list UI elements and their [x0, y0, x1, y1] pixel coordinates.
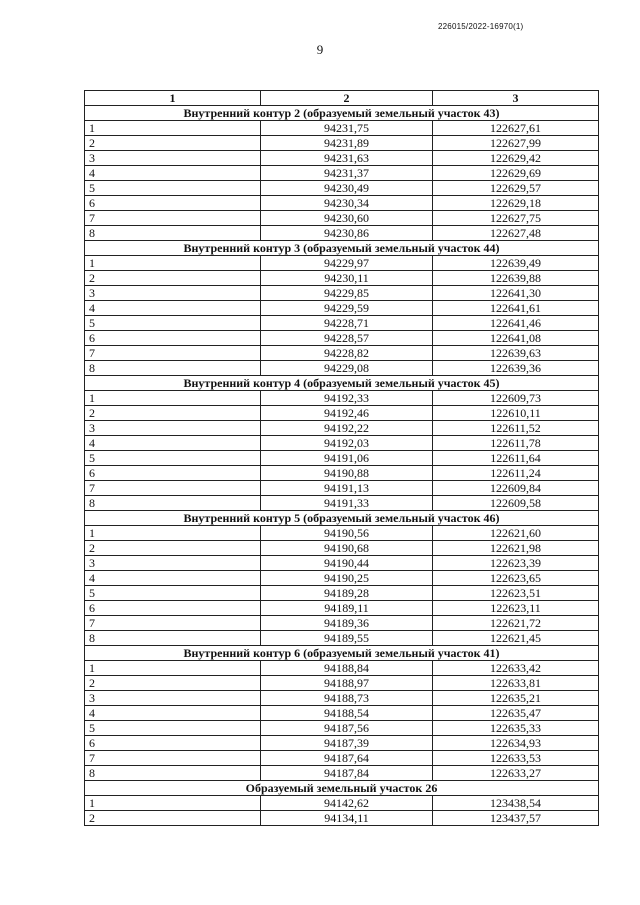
y-coordinate: 122635,21	[433, 691, 599, 706]
table-row	[85, 361, 599, 376]
y-coordinate: 122635,47	[433, 706, 599, 721]
y-coordinate: 122635,33	[433, 721, 599, 736]
y-coordinate: 122627,61	[433, 121, 599, 136]
x-coordinate: 94134,11	[261, 811, 433, 826]
y-coordinate: 122633,42	[433, 661, 599, 676]
y-coordinate: 122641,08	[433, 331, 599, 346]
table-row	[85, 181, 599, 196]
x-coordinate: 94230,49	[261, 181, 433, 196]
point-number: 7	[85, 616, 261, 631]
table-row	[85, 751, 599, 766]
point-number: 4	[85, 571, 261, 586]
x-coordinate: 94229,08	[261, 361, 433, 376]
y-coordinate: 122627,75	[433, 211, 599, 226]
point-number: 3	[85, 691, 261, 706]
y-coordinate: 122623,11	[433, 601, 599, 616]
x-coordinate: 94187,64	[261, 751, 433, 766]
x-coordinate: 94188,73	[261, 691, 433, 706]
x-coordinate: 94230,11	[261, 271, 433, 286]
coordinates-table	[84, 90, 599, 826]
x-coordinate: 94192,22	[261, 421, 433, 436]
x-coordinate: 94191,06	[261, 451, 433, 466]
table-row	[85, 616, 599, 631]
x-coordinate: 94231,63	[261, 151, 433, 166]
point-number: 5	[85, 181, 261, 196]
point-number: 3	[85, 151, 261, 166]
point-number: 1	[85, 391, 261, 406]
y-coordinate: 122621,45	[433, 631, 599, 646]
y-coordinate: 122629,69	[433, 166, 599, 181]
y-coordinate: 122621,72	[433, 616, 599, 631]
x-coordinate: 94229,97	[261, 256, 433, 271]
point-number: 7	[85, 751, 261, 766]
table-row	[85, 661, 599, 676]
point-number: 1	[85, 256, 261, 271]
point-number: 6	[85, 331, 261, 346]
table-row	[85, 286, 599, 301]
table-row	[85, 301, 599, 316]
x-coordinate: 94189,11	[261, 601, 433, 616]
table-row	[85, 121, 599, 136]
point-number: 6	[85, 601, 261, 616]
x-coordinate: 94190,56	[261, 526, 433, 541]
x-coordinate: 94190,88	[261, 466, 433, 481]
table-header-row	[85, 91, 599, 106]
table-row	[85, 166, 599, 181]
header-cell: 2	[261, 91, 433, 106]
point-number: 4	[85, 436, 261, 451]
y-coordinate: 122641,46	[433, 316, 599, 331]
table-row	[85, 811, 599, 826]
point-number: 7	[85, 346, 261, 361]
table-row	[85, 151, 599, 166]
table-row	[85, 631, 599, 646]
y-coordinate: 122633,53	[433, 751, 599, 766]
table-row	[85, 481, 599, 496]
x-coordinate: 94228,57	[261, 331, 433, 346]
x-coordinate: 94187,39	[261, 736, 433, 751]
point-number: 6	[85, 736, 261, 751]
x-coordinate: 94191,33	[261, 496, 433, 511]
point-number: 3	[85, 556, 261, 571]
point-number: 4	[85, 301, 261, 316]
section-header-row	[85, 241, 599, 256]
x-coordinate: 94189,36	[261, 616, 433, 631]
section-header-row	[85, 376, 599, 391]
section-header-row	[85, 511, 599, 526]
table-row	[85, 796, 599, 811]
table-row	[85, 196, 599, 211]
x-coordinate: 94231,89	[261, 136, 433, 151]
y-coordinate: 122621,60	[433, 526, 599, 541]
section-header-row	[85, 646, 599, 661]
x-coordinate: 94189,55	[261, 631, 433, 646]
x-coordinate: 94190,68	[261, 541, 433, 556]
table-row	[85, 496, 599, 511]
section-title: Образуемый земельный участок 26	[85, 781, 599, 796]
table-row	[85, 226, 599, 241]
table-row	[85, 421, 599, 436]
section-title: Внутренний контур 5 (образуемый земельный участок 46)	[85, 511, 599, 526]
y-coordinate: 122634,93	[433, 736, 599, 751]
x-coordinate: 94191,13	[261, 481, 433, 496]
y-coordinate: 122627,48	[433, 226, 599, 241]
point-number: 2	[85, 811, 261, 826]
y-coordinate: 123437,57	[433, 811, 599, 826]
y-coordinate: 122641,61	[433, 301, 599, 316]
point-number: 5	[85, 586, 261, 601]
table-row	[85, 676, 599, 691]
x-coordinate: 94228,82	[261, 346, 433, 361]
point-number: 3	[85, 286, 261, 301]
table-row	[85, 571, 599, 586]
table-row	[85, 556, 599, 571]
x-coordinate: 94229,59	[261, 301, 433, 316]
point-number: 1	[85, 121, 261, 136]
point-number: 1	[85, 661, 261, 676]
x-coordinate: 94187,84	[261, 766, 433, 781]
y-coordinate: 122611,24	[433, 466, 599, 481]
header-cell: 1	[85, 91, 261, 106]
x-coordinate: 94142,62	[261, 796, 433, 811]
point-number: 2	[85, 676, 261, 691]
y-coordinate: 122629,18	[433, 196, 599, 211]
y-coordinate: 122639,36	[433, 361, 599, 376]
y-coordinate: 122639,49	[433, 256, 599, 271]
x-coordinate: 94192,03	[261, 436, 433, 451]
section-title: Внутренний контур 3 (образуемый земельный участок 44)	[85, 241, 599, 256]
table-row	[85, 256, 599, 271]
y-coordinate: 122611,52	[433, 421, 599, 436]
x-coordinate: 94188,54	[261, 706, 433, 721]
x-coordinate: 94190,44	[261, 556, 433, 571]
x-coordinate: 94190,25	[261, 571, 433, 586]
point-number: 6	[85, 466, 261, 481]
y-coordinate: 122629,57	[433, 181, 599, 196]
point-number: 7	[85, 211, 261, 226]
table-row	[85, 436, 599, 451]
table-row	[85, 406, 599, 421]
y-coordinate: 122623,65	[433, 571, 599, 586]
y-coordinate: 122639,88	[433, 271, 599, 286]
y-coordinate: 122609,58	[433, 496, 599, 511]
document-id: 226015/2022-16970(1)	[438, 22, 524, 31]
y-coordinate: 123438,54	[433, 796, 599, 811]
x-coordinate: 94187,56	[261, 721, 433, 736]
point-number: 5	[85, 451, 261, 466]
y-coordinate: 122609,84	[433, 481, 599, 496]
x-coordinate: 94189,28	[261, 586, 433, 601]
y-coordinate: 122641,30	[433, 286, 599, 301]
point-number: 3	[85, 421, 261, 436]
section-title: Внутренний контур 4 (образуемый земельный участок 45)	[85, 376, 599, 391]
point-number: 7	[85, 481, 261, 496]
table-row	[85, 526, 599, 541]
table-row	[85, 271, 599, 286]
table-row	[85, 601, 599, 616]
table-row	[85, 691, 599, 706]
point-number: 1	[85, 796, 261, 811]
y-coordinate: 122639,63	[433, 346, 599, 361]
point-number: 8	[85, 631, 261, 646]
x-coordinate: 94230,86	[261, 226, 433, 241]
table-row	[85, 766, 599, 781]
y-coordinate: 122627,99	[433, 136, 599, 151]
point-number: 8	[85, 496, 261, 511]
x-coordinate: 94192,33	[261, 391, 433, 406]
y-coordinate: 122611,78	[433, 436, 599, 451]
section-header-row	[85, 106, 599, 121]
table-row	[85, 136, 599, 151]
point-number: 6	[85, 196, 261, 211]
point-number: 5	[85, 316, 261, 331]
y-coordinate: 122621,98	[433, 541, 599, 556]
point-number: 4	[85, 166, 261, 181]
x-coordinate: 94230,60	[261, 211, 433, 226]
y-coordinate: 122623,39	[433, 556, 599, 571]
page-number: 9	[316, 42, 324, 57]
x-coordinate: 94188,97	[261, 676, 433, 691]
section-header-row	[85, 781, 599, 796]
section-title: Внутренний контур 6 (образуемый земельный участок 41)	[85, 646, 599, 661]
table-row	[85, 211, 599, 226]
point-number: 5	[85, 721, 261, 736]
table-row	[85, 391, 599, 406]
x-coordinate: 94231,37	[261, 166, 433, 181]
x-coordinate: 94229,85	[261, 286, 433, 301]
point-number: 2	[85, 136, 261, 151]
table-row	[85, 451, 599, 466]
table-row	[85, 586, 599, 601]
point-number: 1	[85, 526, 261, 541]
y-coordinate: 122611,64	[433, 451, 599, 466]
x-coordinate: 94188,84	[261, 661, 433, 676]
table-row	[85, 736, 599, 751]
y-coordinate: 122610,11	[433, 406, 599, 421]
table-row	[85, 466, 599, 481]
x-coordinate: 94230,34	[261, 196, 433, 211]
table-row	[85, 721, 599, 736]
table-row	[85, 541, 599, 556]
section-title: Внутренний контур 2 (образуемый земельный участок 43)	[85, 106, 599, 121]
y-coordinate: 122629,42	[433, 151, 599, 166]
x-coordinate: 94231,75	[261, 121, 433, 136]
x-coordinate: 94192,46	[261, 406, 433, 421]
point-number: 2	[85, 271, 261, 286]
table-row	[85, 346, 599, 361]
point-number: 8	[85, 361, 261, 376]
y-coordinate: 122633,81	[433, 676, 599, 691]
header-cell: 3	[433, 91, 599, 106]
point-number: 2	[85, 406, 261, 421]
y-coordinate: 122609,73	[433, 391, 599, 406]
point-number: 8	[85, 226, 261, 241]
point-number: 4	[85, 706, 261, 721]
point-number: 2	[85, 541, 261, 556]
table-row	[85, 316, 599, 331]
table-row	[85, 706, 599, 721]
table-row	[85, 331, 599, 346]
y-coordinate: 122633,27	[433, 766, 599, 781]
x-coordinate: 94228,71	[261, 316, 433, 331]
point-number: 8	[85, 766, 261, 781]
coordinates-table-body	[85, 91, 599, 826]
y-coordinate: 122623,51	[433, 586, 599, 601]
